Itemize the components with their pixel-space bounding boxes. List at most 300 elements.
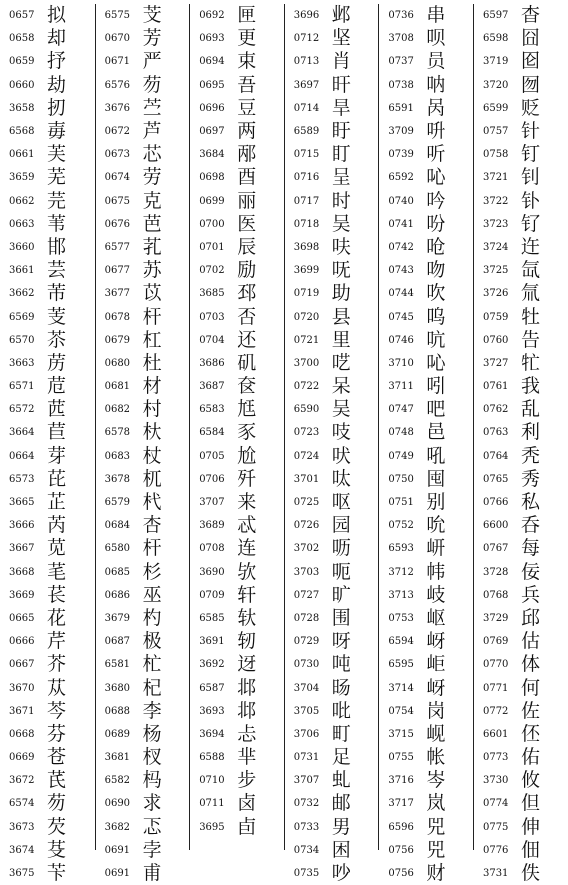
entry-character: 芹 — [47, 630, 67, 653]
entry-character: 连 — [237, 537, 257, 560]
entry-code: 3660 — [9, 241, 35, 253]
entry-code: 0746 — [388, 334, 414, 346]
table-row — [105, 120, 190, 143]
entry-character: 芴 — [142, 73, 162, 96]
table-row — [9, 792, 95, 815]
entry-character: 足 — [331, 746, 351, 769]
entry-code: 0712 — [293, 33, 320, 45]
table-row — [199, 630, 284, 653]
entry-character: 劳 — [142, 166, 162, 189]
entry-code: 6584 — [199, 427, 225, 439]
entry-code: 3704 — [293, 682, 320, 694]
entry-code: 0736 — [388, 10, 414, 22]
entry-code: 3723 — [482, 218, 509, 230]
entry-character: 呐 — [426, 73, 446, 96]
table-row — [9, 746, 95, 769]
entry-character: 钊 — [520, 166, 540, 189]
entry-character: 围 — [331, 606, 351, 629]
table-row — [105, 491, 190, 514]
entry-character: 佑 — [520, 746, 540, 769]
table-row — [199, 50, 284, 73]
entry-code: 3693 — [199, 705, 225, 717]
entry-character: 告 — [520, 328, 540, 351]
table-row — [483, 213, 568, 236]
table-row — [483, 282, 568, 305]
table-row — [483, 329, 568, 352]
table-row — [388, 514, 473, 537]
entry-code: 0733 — [293, 821, 320, 833]
entry-code: 6581 — [104, 659, 131, 671]
entry-code: 0758 — [482, 149, 509, 161]
table-row — [9, 421, 95, 444]
table-row — [483, 607, 568, 630]
entry-code: 0770 — [482, 659, 509, 671]
table-row — [388, 329, 473, 352]
entry-character: 吣 — [426, 166, 446, 189]
table-row — [483, 468, 568, 491]
entry-character: 花 — [47, 606, 67, 629]
table-row — [105, 352, 190, 375]
entry-character: 氙 — [520, 259, 540, 282]
table-row — [388, 445, 473, 468]
entry-code: 0757 — [482, 126, 509, 138]
entry-code: 0671 — [104, 56, 131, 68]
table-row — [294, 468, 379, 491]
entry-code: 3682 — [104, 821, 131, 833]
entry-code: 0740 — [388, 195, 414, 207]
entry-character: 呆 — [331, 375, 351, 398]
table-row — [483, 190, 568, 213]
table-row — [105, 50, 190, 73]
table-row — [388, 398, 473, 421]
table-row — [294, 723, 379, 746]
entry-code: 0756 — [388, 868, 414, 880]
table-row — [199, 27, 284, 50]
entry-character: 吟 — [426, 189, 446, 212]
entry-code: 6601 — [482, 728, 509, 740]
entry-code: 6572 — [9, 404, 35, 416]
table-row — [294, 653, 379, 676]
entry-character: 忐 — [237, 722, 257, 745]
table-row — [199, 259, 284, 282]
table-row — [105, 236, 190, 259]
entry-character: 扨 — [47, 96, 67, 119]
entry-character: 芾 — [47, 282, 67, 305]
table-row — [294, 282, 379, 305]
entry-character: 帏 — [426, 560, 446, 583]
entry-character: 杆 — [142, 537, 162, 560]
entry-code: 0678 — [104, 311, 131, 323]
entry-character: 卤 — [237, 792, 257, 815]
entry-character: 邑 — [426, 421, 446, 444]
table-row — [9, 375, 95, 398]
entry-character: 攸 — [520, 769, 540, 792]
entry-character: 吵 — [331, 862, 351, 885]
entry-character: 克 — [142, 189, 162, 212]
table-row — [9, 305, 95, 328]
entry-code: 3713 — [388, 589, 414, 601]
entry-character: 呗 — [426, 27, 446, 50]
entry-code: 6580 — [104, 543, 131, 555]
table-row — [105, 421, 190, 444]
entry-code: 3720 — [482, 79, 509, 91]
table-row — [105, 862, 190, 885]
table-row — [294, 398, 379, 421]
entry-code: 0691 — [104, 868, 131, 880]
table-column — [284, 4, 379, 885]
entry-code: 3697 — [293, 79, 320, 91]
entry-code: 6598 — [482, 33, 509, 45]
entry-code: 3671 — [9, 705, 35, 717]
table-row — [388, 839, 473, 862]
entry-code: 6590 — [293, 404, 320, 416]
entry-character: 秃 — [520, 444, 540, 467]
entry-code: 3691 — [199, 636, 225, 648]
entry-code: 0767 — [482, 543, 509, 555]
entry-character: 兵 — [520, 583, 540, 606]
table-row — [9, 4, 95, 27]
table-row — [199, 282, 284, 305]
entry-character: 男 — [331, 815, 351, 838]
entry-character: 毐 — [47, 120, 67, 143]
entry-character: 坚 — [331, 27, 351, 50]
entry-code: 3726 — [482, 288, 509, 300]
table-row — [199, 190, 284, 213]
table-row — [483, 50, 568, 73]
entry-code: 6587 — [199, 682, 225, 694]
table-row — [388, 236, 473, 259]
entry-code: 0714 — [293, 102, 320, 114]
table-row — [483, 4, 568, 27]
entry-code: 3667 — [9, 543, 35, 555]
table-row — [388, 491, 473, 514]
entry-character: 孛 — [142, 838, 162, 861]
table-row — [9, 769, 95, 792]
entry-code: 0724 — [293, 450, 320, 462]
entry-code: 3672 — [9, 775, 35, 787]
entry-character: 呓 — [331, 351, 351, 374]
entry-code: 0749 — [388, 450, 414, 462]
table-row — [388, 468, 473, 491]
entry-code: 6591 — [388, 102, 414, 114]
table-row — [199, 537, 284, 560]
table-row — [199, 561, 284, 584]
table-row — [388, 561, 473, 584]
entry-character: 迕 — [520, 235, 540, 258]
entry-code: 3686 — [199, 357, 225, 369]
table-row — [388, 50, 473, 73]
entry-code: 3661 — [9, 265, 35, 277]
entry-code: 0693 — [199, 33, 225, 45]
entry-code: 0716 — [293, 172, 320, 184]
entry-code: 0662 — [9, 195, 35, 207]
table-row — [294, 862, 379, 885]
entry-code: 0722 — [293, 381, 320, 393]
table-row — [105, 27, 190, 50]
table-row — [9, 514, 95, 537]
entry-character: 吮 — [426, 514, 446, 537]
table-row — [105, 561, 190, 584]
entry-character: 估 — [520, 630, 540, 653]
table-row — [9, 259, 95, 282]
entry-character: 吡 — [331, 699, 351, 722]
table-row — [294, 839, 379, 862]
entry-character: 何 — [520, 676, 540, 699]
entry-code: 0739 — [388, 149, 414, 161]
table-row — [294, 305, 379, 328]
entry-code: 3721 — [482, 172, 509, 184]
entry-code: 3711 — [388, 381, 414, 393]
entry-code: 0681 — [104, 381, 131, 393]
table-column — [473, 4, 568, 885]
table-row — [294, 190, 379, 213]
table-row — [9, 700, 95, 723]
entry-character: 呑 — [520, 514, 540, 537]
table-row — [294, 561, 379, 584]
entry-character: 还 — [237, 328, 257, 351]
table-row — [483, 816, 568, 839]
entry-character: 苣 — [47, 421, 67, 444]
table-row — [9, 468, 95, 491]
entry-character: 吲 — [426, 375, 446, 398]
table-row — [388, 653, 473, 676]
table-row — [105, 514, 190, 537]
table-column — [378, 4, 473, 885]
entry-character: 村 — [142, 398, 162, 421]
entry-character: 我 — [520, 375, 540, 398]
entry-code: 0761 — [482, 381, 509, 393]
entry-code: 3674 — [9, 844, 35, 856]
entry-character: 吱 — [331, 421, 351, 444]
entry-code: 3685 — [199, 288, 225, 300]
entry-character: 杨 — [142, 722, 162, 745]
table-row — [294, 630, 379, 653]
table-row — [105, 213, 190, 236]
entry-code: 3696 — [293, 10, 320, 22]
table-row — [105, 746, 190, 769]
entry-code: 0660 — [9, 79, 35, 91]
table-row — [199, 653, 284, 676]
entry-code: 0705 — [199, 450, 225, 462]
table-row — [483, 700, 568, 723]
table-column — [0, 4, 95, 885]
entry-code: 3719 — [482, 56, 509, 68]
entry-code: 3716 — [388, 775, 414, 787]
table-row — [199, 352, 284, 375]
entry-code: 0721 — [293, 334, 320, 346]
entry-character: 吩 — [426, 212, 446, 235]
table-row — [294, 352, 379, 375]
entry-code: 0734 — [293, 844, 320, 856]
entry-code: 0676 — [104, 218, 131, 230]
entry-character: 辰 — [237, 235, 257, 258]
entry-character: 呜 — [426, 305, 446, 328]
entry-character: 囤 — [426, 467, 446, 490]
table-row — [294, 4, 379, 27]
entry-code: 0685 — [104, 566, 131, 578]
entry-character: 旰 — [331, 73, 351, 96]
entry-character: 岑 — [426, 769, 446, 792]
entry-character: 兕 — [426, 838, 446, 861]
table-row — [105, 4, 190, 27]
entry-code: 3695 — [199, 821, 225, 833]
table-row — [199, 584, 284, 607]
entry-code: 3700 — [293, 357, 320, 369]
entry-code: 0661 — [9, 149, 35, 161]
table-row — [105, 700, 190, 723]
entry-code: 0667 — [9, 659, 35, 671]
table-row — [199, 816, 284, 839]
table-row — [388, 282, 473, 305]
entry-character: 豆 — [237, 96, 257, 119]
table-row — [483, 97, 568, 120]
entry-code: 0742 — [388, 241, 414, 253]
entry-code: 6582 — [104, 775, 131, 787]
table-row — [9, 816, 95, 839]
table-row — [388, 584, 473, 607]
entry-character: 呕 — [331, 491, 351, 514]
entry-character: 求 — [142, 792, 162, 815]
entry-character: 吼 — [426, 444, 446, 467]
entry-character: 芟 — [47, 838, 67, 861]
entry-code: 3710 — [388, 357, 414, 369]
entry-code: 0763 — [482, 427, 509, 439]
entry-character: 杏 — [142, 514, 162, 537]
entry-character: 抒 — [47, 50, 67, 73]
entry-code: 0665 — [9, 612, 35, 624]
entry-character: 轫 — [237, 630, 257, 653]
table-row — [199, 746, 284, 769]
entry-character: 虬 — [331, 769, 351, 792]
entry-code: 0735 — [293, 868, 320, 880]
entry-code: 0741 — [388, 218, 414, 230]
entry-code: 0692 — [199, 10, 225, 22]
table-row — [199, 398, 284, 421]
entry-code: 3698 — [293, 241, 320, 253]
table-row — [294, 491, 379, 514]
entry-character: 束 — [237, 50, 257, 73]
entry-code: 6570 — [9, 334, 35, 346]
table-row — [199, 723, 284, 746]
entry-character: 励 — [237, 259, 257, 282]
entry-character: 苶 — [47, 328, 67, 351]
entry-code: 0726 — [293, 520, 320, 532]
entry-code: 3715 — [388, 728, 414, 740]
entry-code: 0774 — [482, 798, 509, 810]
table-row — [388, 166, 473, 189]
table-row — [388, 607, 473, 630]
entry-code: 6597 — [482, 10, 509, 22]
entry-character: 岠 — [426, 653, 446, 676]
table-row — [388, 27, 473, 50]
entry-code: 0775 — [482, 821, 509, 833]
entry-code: 0695 — [199, 79, 225, 91]
table-row — [9, 491, 95, 514]
entry-code: 3703 — [293, 566, 320, 578]
entry-code: 0731 — [293, 752, 320, 764]
table-row — [294, 700, 379, 723]
entry-character: 苋 — [47, 537, 67, 560]
entry-character: 豕 — [237, 421, 257, 444]
table-row — [199, 514, 284, 537]
entry-code: 0711 — [199, 798, 225, 810]
entry-character: 杖 — [142, 444, 162, 467]
entry-character: 佚 — [520, 862, 540, 885]
entry-code: 0776 — [482, 844, 509, 856]
entry-code: 0670 — [104, 33, 131, 45]
entry-code: 3666 — [9, 520, 35, 532]
entry-character: 苎 — [142, 96, 162, 119]
table-row — [388, 74, 473, 97]
table-row — [388, 746, 473, 769]
table-row — [9, 537, 95, 560]
table-row — [105, 839, 190, 862]
entry-code: 6593 — [388, 543, 414, 555]
entry-character: 串 — [426, 4, 446, 27]
entry-character: 岈 — [426, 630, 446, 653]
entry-code: 6592 — [388, 172, 414, 184]
entry-code: 0698 — [199, 172, 225, 184]
entry-code: 0691 — [104, 844, 131, 856]
entry-code: 3680 — [104, 682, 131, 694]
entry-character: 岍 — [426, 537, 446, 560]
entry-code: 3689 — [199, 520, 225, 532]
entry-character: 芳 — [142, 27, 162, 50]
table-row — [483, 375, 568, 398]
table-row — [294, 676, 379, 699]
table-row — [483, 746, 568, 769]
table-row — [9, 561, 95, 584]
entry-character: 芜 — [47, 166, 67, 189]
entry-code: 3699 — [293, 265, 320, 277]
table-row — [483, 74, 568, 97]
entry-character: 杳 — [520, 4, 540, 27]
entry-character: 囵 — [520, 50, 540, 73]
table-row — [483, 352, 568, 375]
entry-character: 来 — [237, 491, 257, 514]
entry-code: 0756 — [388, 844, 414, 856]
entry-character: 体 — [520, 653, 540, 676]
entry-code: 0684 — [104, 520, 131, 532]
entry-character: 但 — [520, 792, 540, 815]
table-row — [9, 97, 95, 120]
entry-code: 0713 — [293, 56, 320, 68]
entry-character: 却 — [47, 27, 67, 50]
table-row — [483, 491, 568, 514]
entry-character: 牡 — [520, 305, 540, 328]
entry-code: 3664 — [9, 427, 35, 439]
entry-code: 0663 — [9, 218, 35, 230]
entry-code: 0727 — [293, 589, 320, 601]
entry-character: 时 — [331, 189, 351, 212]
entry-character: 盱 — [331, 120, 351, 143]
table-row — [199, 329, 284, 352]
entry-character: 岘 — [426, 722, 446, 745]
entry-code: 0766 — [482, 497, 509, 509]
table-row — [294, 213, 379, 236]
entry-code: 0673 — [104, 149, 131, 161]
entry-character: 岗 — [426, 699, 446, 722]
entry-character: 吠 — [331, 444, 351, 467]
entry-code: 3714 — [388, 682, 414, 694]
table-row — [199, 769, 284, 792]
entry-character: 岚 — [426, 792, 446, 815]
entry-character: 邺 — [331, 4, 351, 27]
entry-character: 呙 — [426, 96, 446, 119]
table-row — [294, 120, 379, 143]
entry-character: 芮 — [47, 514, 67, 537]
table-row — [294, 445, 379, 468]
